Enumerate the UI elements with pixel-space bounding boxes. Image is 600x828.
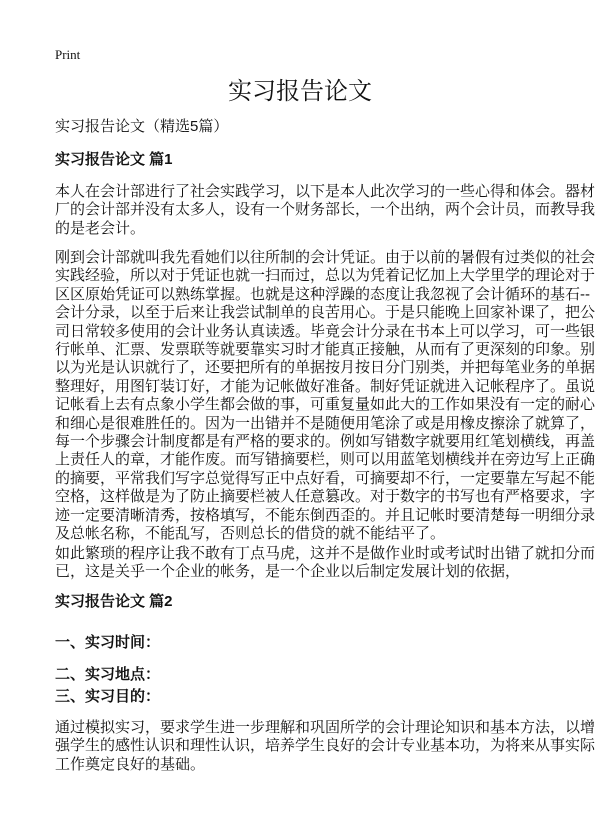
text-line: 如此繁琐的程序让我不敢有丁点马虎，这并不是做作业时或考试时出错了就扣分而: [55, 545, 596, 562]
text-line: 区区原始凭证可以熟练掌握。也就是这种浮躁的态度让我忽视了会计循环的基石--: [55, 285, 590, 303]
item-purpose: 三、实习目的：: [55, 688, 161, 705]
item-time: 一、实习时间：: [55, 634, 161, 651]
text-line: 强学生的感性认识和理性认识，培养学生良好的会计专业基本功，为将来从事实际: [55, 737, 596, 755]
text-line: 本人在会计部进行了社会实践学习，以下是本人此次学习的一些心得和体会。器材: [55, 183, 596, 200]
text-line: 行帐单、汇票、发票联等就要靠实习时才能真正接触，从而有了更深刻的印象。别: [55, 341, 596, 359]
print-label: Print: [55, 47, 81, 62]
text-line: 每一个步骤会计制度都是有严格的要求的。例如写错数字就要用红笔划横线，再盖: [55, 433, 596, 451]
section1-heading: 实习报告论文 篇1: [55, 151, 173, 168]
text-line: 会计分录，以至于后来让我尝试制单的良苦用心。于是只能晚上回家补课了，把公: [55, 304, 596, 322]
text-line: 刚到会计部就叫我先看她们以往所制的会计凭证。由于以前的暑假有过类似的社会: [55, 249, 596, 266]
text-line: 上责任人的章，才能作废。而写错摘要栏，则可以用蓝笔划横线并在旁边写上正确: [55, 451, 596, 469]
text-line: 通过模拟实习，要求学生进一步理解和巩固所学的会计理论知识和基本方法，以增: [55, 719, 596, 736]
text-line: 整理好，用图钉装订好，才能为记帐做好准备。制好凭证就进入记帐程序了。虽说: [55, 377, 596, 395]
text-line: 记帐看上去有点象小学生都会做的事，可重复量如此大的工作如果没有一定的耐心: [55, 396, 596, 414]
text-line: 司日常较多使用的会计业务认真读透。毕竟会计分录在书本上可以学习，可一些银: [55, 322, 596, 340]
item-location: 二、实习地点：: [55, 666, 161, 683]
paragraph: [55, 183, 596, 238]
text-line: 的摘要，平常我们写字总觉得写正中点好看，可摘要却不行，一定要靠左写起不能: [55, 469, 596, 487]
text-line: 和细心是很难胜任的。因为一出错并不是随便用笔涂了或是用橡皮擦涂了就算了，: [55, 414, 596, 432]
text-line: 的是老会计。: [55, 219, 146, 237]
paragraph: [55, 719, 596, 774]
text-line: 空格，这样做是为了防止摘要栏被人任意篡改。对于数字的书写也有严格要求，字: [55, 488, 596, 506]
text-line: 及总帐名称，不能乱写，否则总长的借贷的就不能结平了。: [55, 525, 446, 543]
subtitle: 实习报告论文（精选5篇）: [55, 118, 229, 135]
text-line: 已，这是关乎一个企业的帐务，是一个企业以后制定发展计划的依据，: [55, 563, 521, 581]
text-line: 实践经验，所以对于凭证也就一扫而过，总以为凭着记忆加上大学里学的理论对于: [55, 267, 596, 285]
text-line: 工作奠定良好的基础。: [55, 755, 206, 773]
text-line: 厂的会计部并没有太多人，设有一个财务部长，一个出纳，两个会计员，而教导我: [55, 201, 596, 219]
section2-heading: 实习报告论文 篇2: [55, 593, 173, 610]
text-line: 迹一定要清晰清秀，按格填写，不能东倒西歪的。并且记帐时要清楚每一明细分录: [55, 506, 596, 524]
paragraph: [55, 545, 596, 582]
text-line: 以为光是认识就行了，还要把所有的单据按月按日分门别类，并把每笔业务的单据: [55, 359, 596, 377]
page-title: 实习报告论文: [228, 78, 372, 105]
paragraph: [55, 249, 596, 544]
